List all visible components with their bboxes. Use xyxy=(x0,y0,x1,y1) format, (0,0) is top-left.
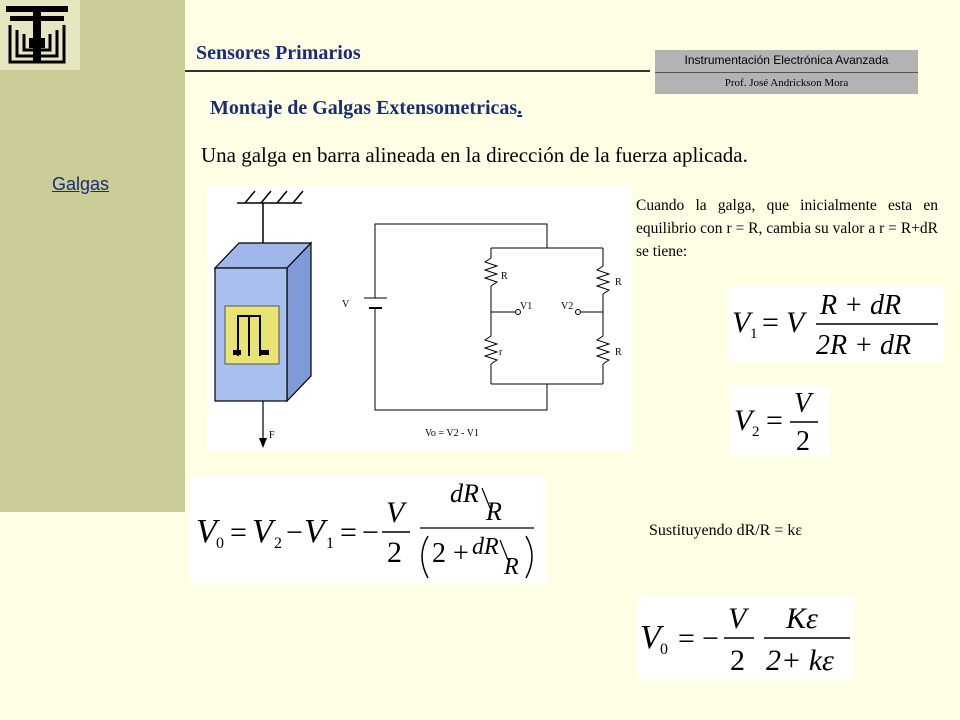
eq-v0-dr-top: dR xyxy=(450,479,479,508)
eq-v0-eq2: = xyxy=(340,516,357,549)
sidebar-top-panel xyxy=(80,0,185,70)
equation-v2 xyxy=(730,386,830,456)
professor-name: Prof. José Andrickson Mora xyxy=(724,77,849,89)
eq-v0-sub: 0 xyxy=(216,535,224,552)
r-top-right-label: R xyxy=(615,277,622,288)
course-name: Instrumentación Electrónica Avanzada xyxy=(684,53,889,67)
eq-v2-lhs: V xyxy=(734,404,753,437)
node1-label: V1 xyxy=(520,301,533,312)
force-label: F xyxy=(269,430,275,441)
source-label: V xyxy=(342,299,350,310)
ceiling-support-icon xyxy=(237,191,303,243)
course-header-divider xyxy=(655,72,918,73)
eq-v2-sub: 2 xyxy=(752,424,760,440)
eq-v0f-sub: 0 xyxy=(660,641,668,658)
output-voltage-label: Vo = V2 - V1 xyxy=(425,428,479,439)
eq-v0-two-plus: 2 + xyxy=(432,538,469,569)
r-bottom-right-label: R xyxy=(615,347,622,358)
headline: Una galga en barra alineada en la dirección de la fuerza aplicada. xyxy=(201,143,748,167)
subtitle-text: Montaje de Galgas Extensometricas xyxy=(210,97,518,119)
eq-v0-t1-sub: 2 xyxy=(274,535,282,552)
eq-v0f-lhs: V xyxy=(640,619,661,656)
eq-v0f-k-den: 2+ kε xyxy=(766,644,834,677)
eq-v1-equals: = xyxy=(762,306,779,339)
eq-v0f-frac-den: 2 xyxy=(730,644,745,677)
strain-gauge-diagram xyxy=(207,186,632,451)
eq-v0-frac-num: V xyxy=(386,496,405,529)
eq-v0f-minus: − xyxy=(702,622,719,655)
node2-label: V2 xyxy=(561,301,574,312)
eq-v0-lhs: V xyxy=(196,513,217,550)
eq-v1-den: 2R + dR xyxy=(816,330,912,361)
sidebar xyxy=(0,70,185,512)
eq-v1-sub: 1 xyxy=(750,326,758,342)
equation-v0 xyxy=(190,476,546,584)
eq-v0-eq1: = xyxy=(230,516,247,549)
eq-v2-den: 2 xyxy=(796,426,810,456)
r-top-left-label: R xyxy=(501,271,508,282)
eq-v0-frac-den: 2 xyxy=(387,536,402,569)
eq-v1-lhs: V xyxy=(732,306,751,339)
sidebar-link-galgas[interactable]: Galgas xyxy=(52,174,110,194)
equation-v1 xyxy=(728,286,944,362)
description-text: Cuando la galga, que inicialmente esta en equilibrio con r = R, cambia su valor a r = R+dR se tiene: xyxy=(636,197,938,260)
subtitle-suffix: . xyxy=(517,97,523,119)
bridge-circuit xyxy=(364,224,609,410)
institution-logo-icon xyxy=(0,0,80,70)
eq-v0-t1: V xyxy=(252,513,273,550)
force-arrow-icon xyxy=(259,401,267,448)
eq-v0f-k-num: Kε xyxy=(786,602,818,635)
eq-v2-num: V xyxy=(794,388,812,419)
eq-v0f-frac-num: V xyxy=(728,602,747,635)
eq-v2-equals: = xyxy=(766,404,783,437)
logo xyxy=(0,0,80,70)
eq-v0f-equals: = xyxy=(678,622,695,655)
eq-v1-coef: V xyxy=(786,306,805,339)
eq-v0-minus1: − xyxy=(286,516,303,549)
slide-subtitle xyxy=(210,97,522,120)
eq-v0-dr-bottom: dR xyxy=(472,534,499,560)
eq-v0-t2: V xyxy=(304,513,325,550)
eq-v1-num: R + dR xyxy=(820,290,902,321)
section-title: Sensores Primarios xyxy=(196,42,361,64)
eq-v0-r-bottom: R xyxy=(504,554,519,580)
equation-v0-final xyxy=(638,596,854,680)
r-bottom-left-label: r xyxy=(499,347,503,358)
eq-v0-r-top: R xyxy=(486,497,502,526)
eq-v0-t2-sub: 1 xyxy=(326,535,334,552)
strain-gauge-icon xyxy=(225,306,279,364)
eq-v0-minus2: − xyxy=(362,516,379,549)
substitution-text: Sustituyendo dR/R = kε xyxy=(649,522,803,539)
